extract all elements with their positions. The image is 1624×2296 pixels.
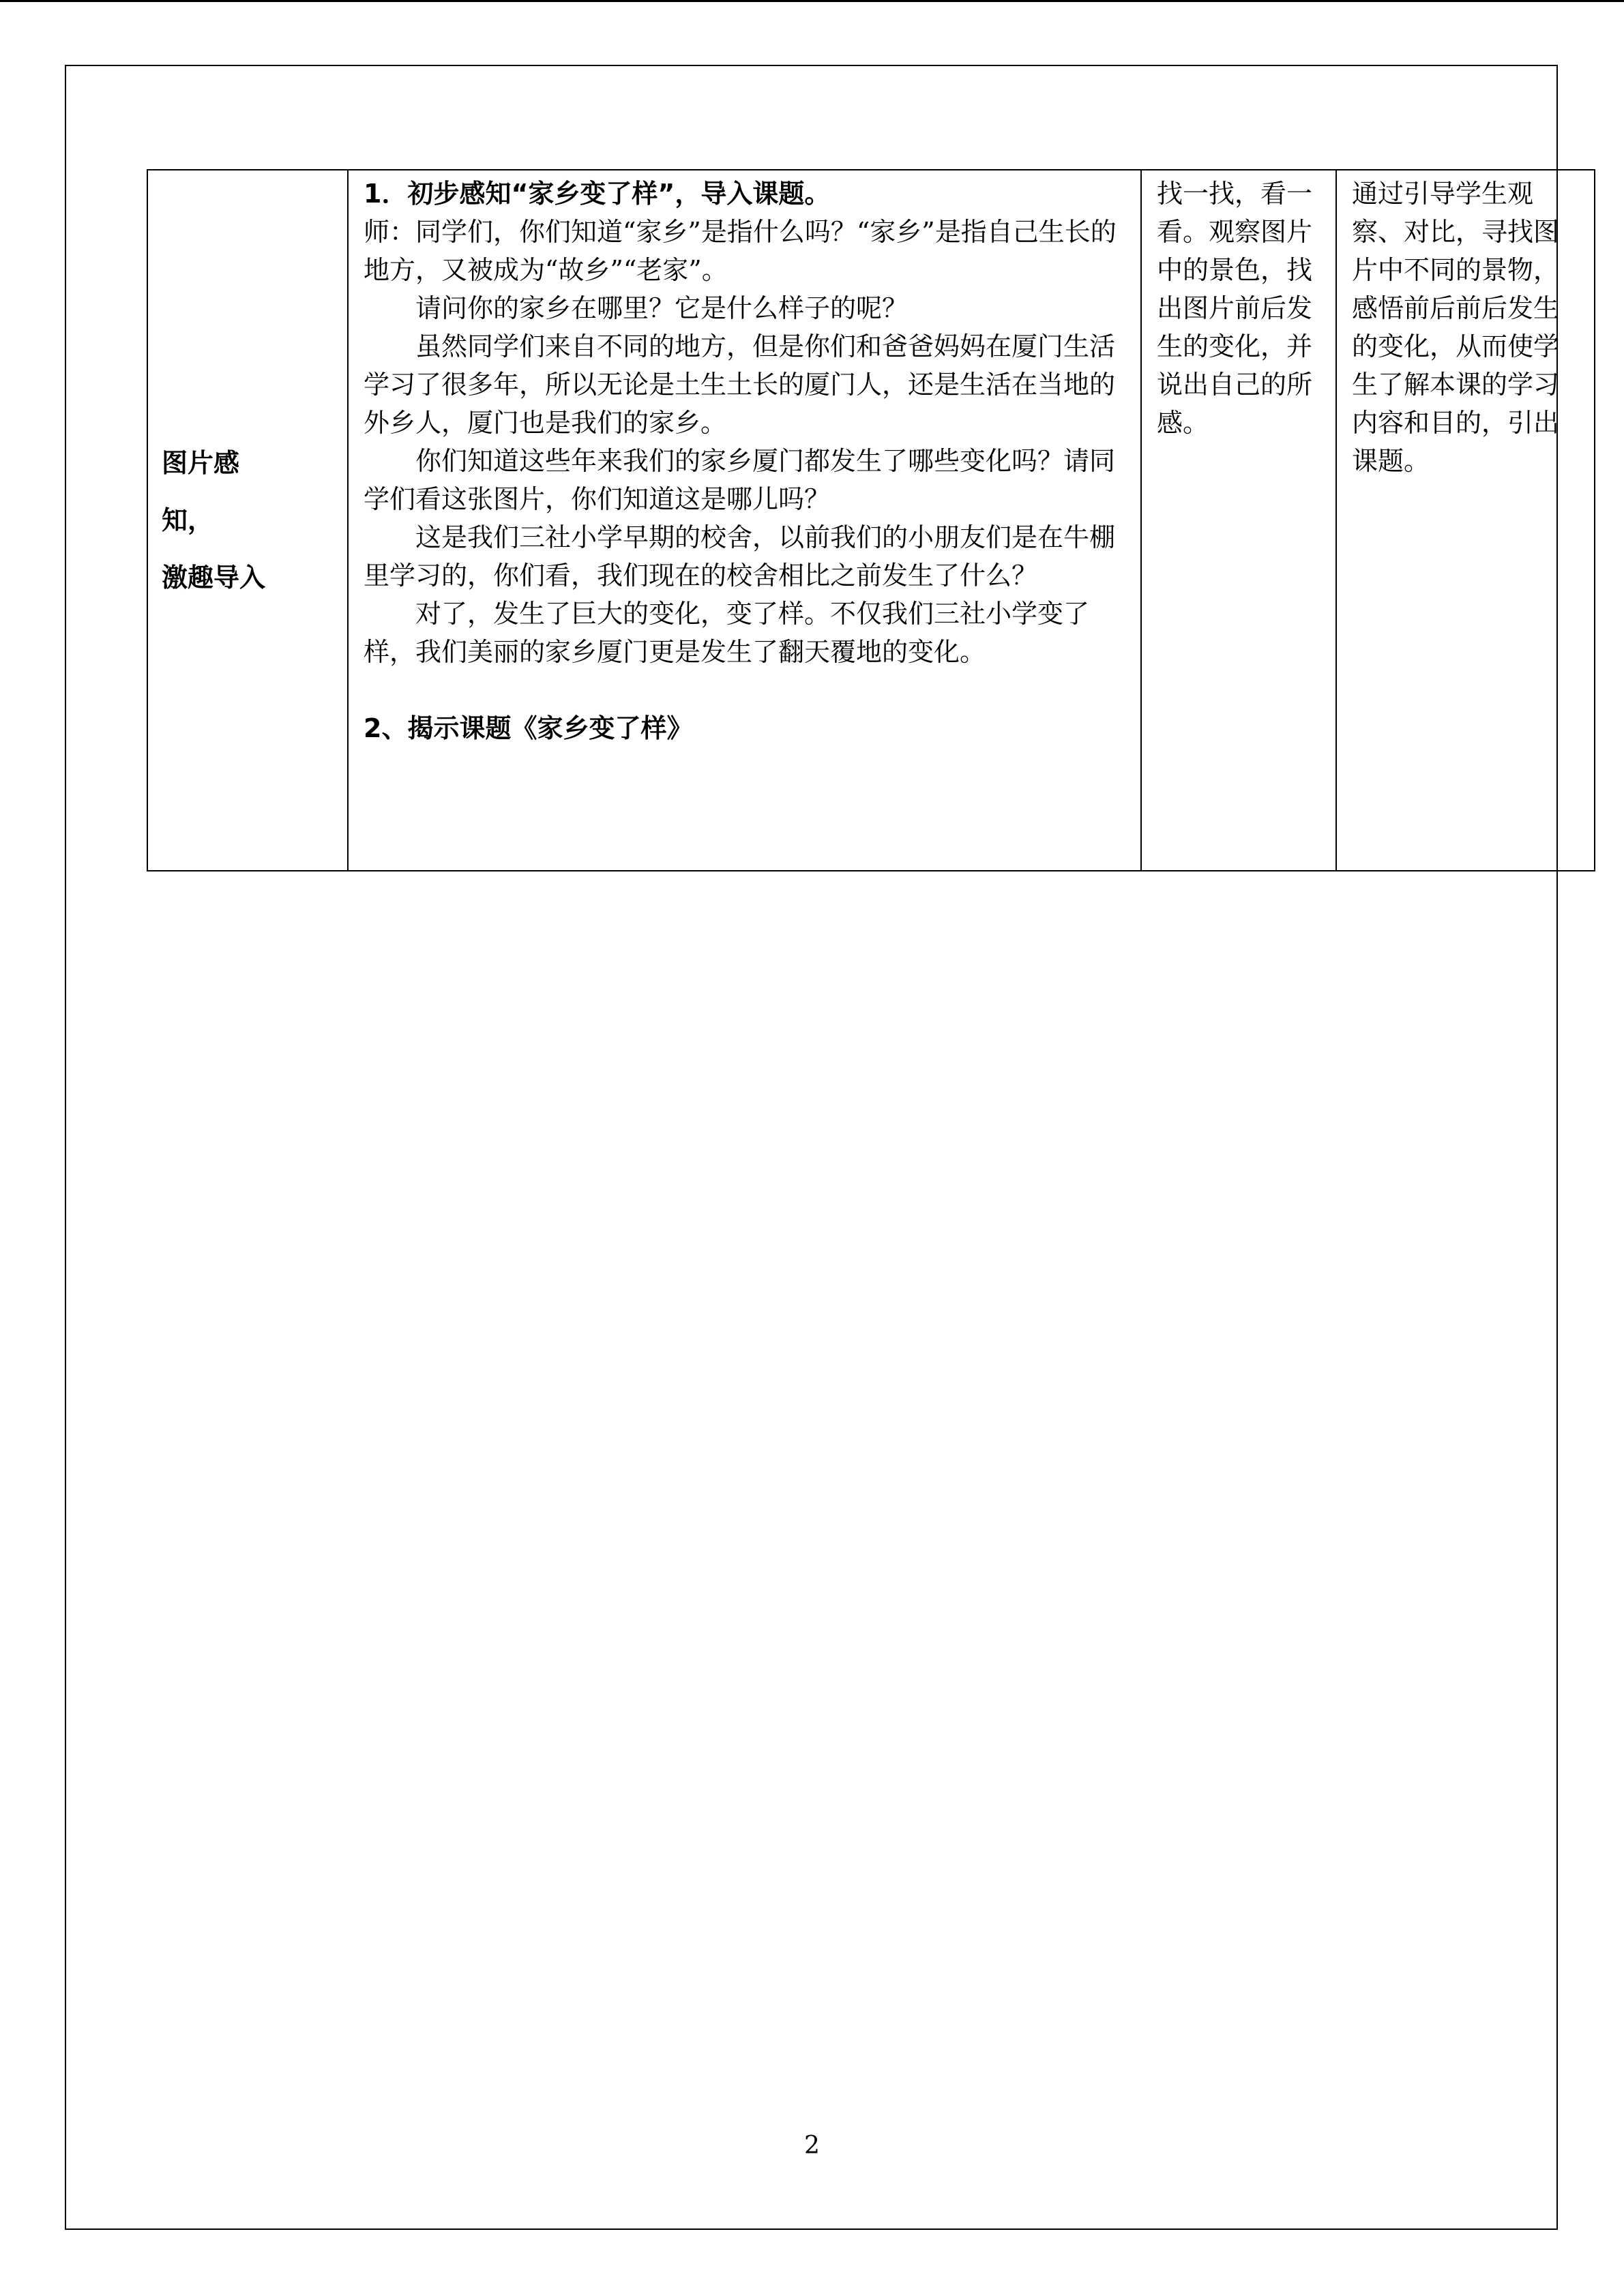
section-heading-2: 2、揭示课题《家乡变了样》 xyxy=(364,713,693,743)
paragraph: 虽然同学们来自不同的地方，但是你们和爸爸妈妈在厦门生活学习了很多年，所以无论是土生土长的厦门人，还是生活在当地的外乡人，厦门也是我们的家乡。 xyxy=(364,331,1116,438)
paragraph: 这是我们三社小学早期的校舍，以前我们的小朋友们是在牛棚里学习的，你们看，我们现在的校舍相比之前发生了什么？ xyxy=(364,522,1116,591)
stage-label-line: 知， xyxy=(162,505,214,535)
student-activity-cell xyxy=(1141,170,1336,871)
paragraph: 请问你的家乡在哪里？它是什么样子的呢？ xyxy=(415,293,909,323)
stage-label-line: 图片感 xyxy=(162,448,240,478)
student-activity-text: 找一找，看一看。观察图片中的景色，找出图片前后发生的变化，并说出自己的所感。 xyxy=(1157,179,1313,438)
stage-label-line: 激趣导入 xyxy=(162,563,266,593)
top-rule xyxy=(0,0,1624,2)
design-intent-cell xyxy=(1336,170,1595,871)
paragraph: 对了，发生了巨大的变化，变了样。不仅我们三社小学变了样，我们美丽的家乡厦门更是发生了翻天覆地的变化。 xyxy=(364,599,1090,667)
paragraph: 你们知道这些年来我们的家乡厦门都发生了哪些变化吗？请同学们看这张图片，你们知道这是哪儿吗？ xyxy=(364,446,1116,514)
table-row xyxy=(147,170,1595,871)
lesson-plan-table xyxy=(147,169,1595,871)
page-number: 2 xyxy=(804,2132,820,2160)
section-heading-1: 1．初步感知“家乡变了样”，导入课题。 xyxy=(364,179,831,209)
stage-cell xyxy=(147,170,348,871)
paragraph: 师：同学们，你们知道“家乡”是指什么吗？“家乡”是指自己生长的地方，又被成为“故乡”“老家”。 xyxy=(364,217,1117,285)
teaching-process-cell xyxy=(348,170,1141,871)
design-intent-text: 通过引导学生观察、对比，寻找图片中不同的景物，感悟前后前后发生的变化，从而使学生了解本课的学习内容和目的，引出课题。 xyxy=(1352,179,1560,476)
